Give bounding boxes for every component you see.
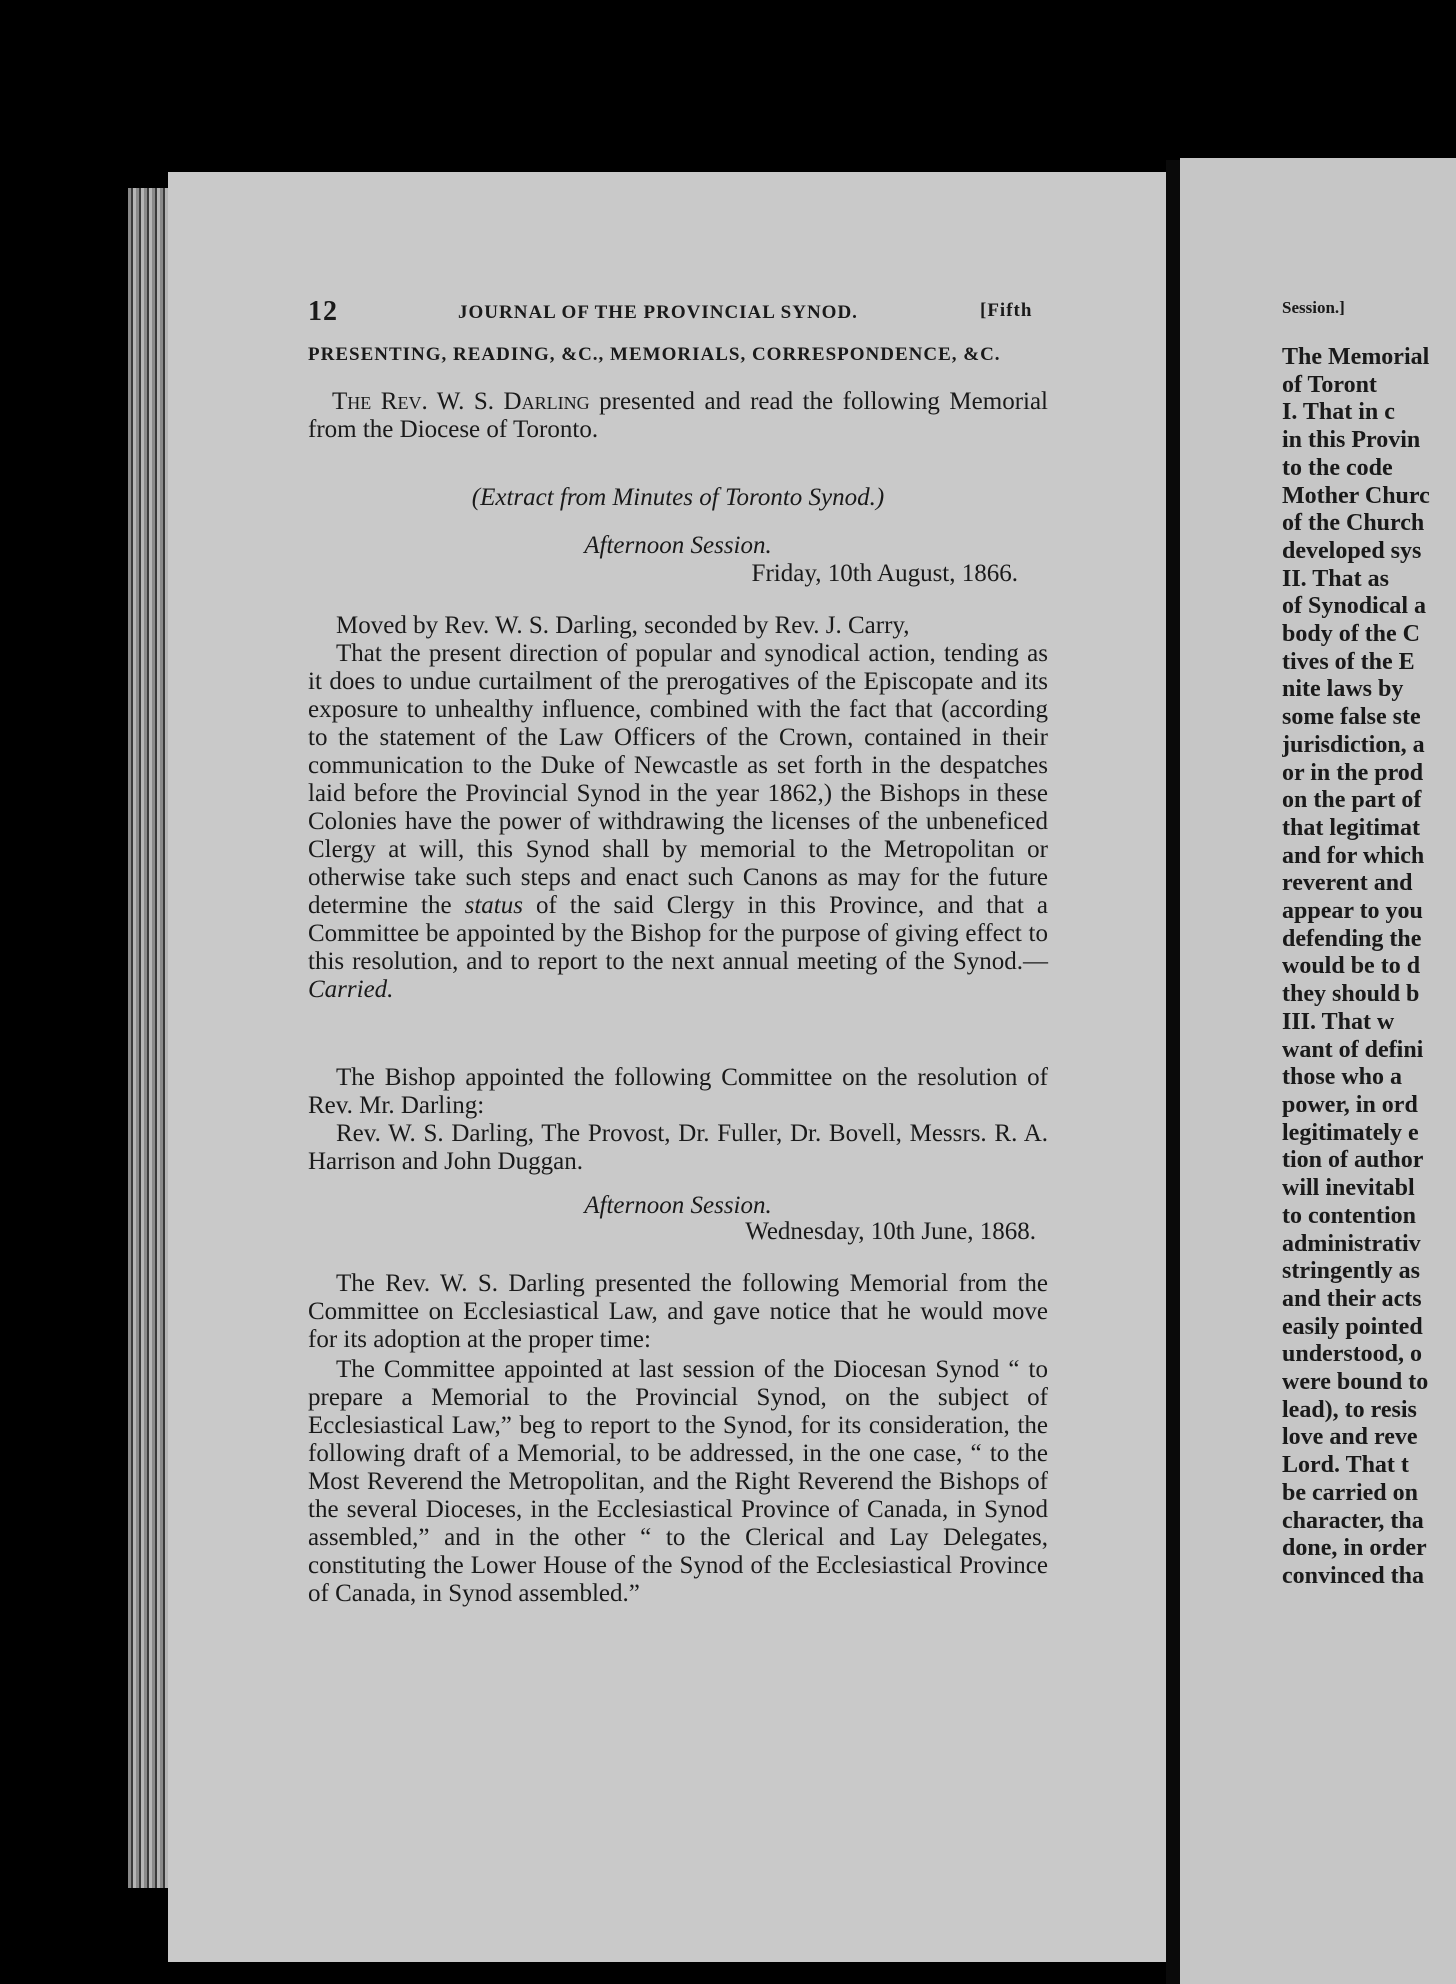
right-page-line: II. That as <box>1282 565 1389 592</box>
right-page-line: lead), to resis <box>1282 1396 1417 1423</box>
book-gutter <box>1166 160 1180 1984</box>
right-page-line: would be to d <box>1282 953 1421 980</box>
right-page-line: legitimately e <box>1282 1119 1419 1146</box>
resolution-text: That the present direction of popular and synodical action, tending as it does to undue curtailment of the prerogatives of the Episcopate and its exposure to unhealthy influence, combined with the fact that (according to the statement of the Law Officers of the Crown, contained in their communication to the Duke of Newcastle as set forth in the despatches laid before the Provincial Synod in the year 1862,) the Bishops in these Colonies have the power of withdrawing the licenses of the unbeneficed Clergy at will, this Synod shall by memorial to the Metropolitan or otherwise take such steps and enact such Canons as may for the future determine the <box>308 640 1048 919</box>
right-page-line: character, tha <box>1282 1507 1424 1534</box>
running-title: JOURNAL OF THE PROVINCIAL SYNOD. <box>458 302 858 323</box>
resolution-carried: Carried. <box>308 976 394 1003</box>
right-page-line: on the part of <box>1282 787 1422 814</box>
right-page-line: convinced tha <box>1282 1562 1425 1589</box>
right-page-line: jurisdiction, a <box>1282 731 1425 758</box>
right-page-line: and their acts <box>1282 1285 1422 1312</box>
right-page-line: and for which <box>1282 842 1425 869</box>
right-page-line: stringently as <box>1282 1258 1420 1285</box>
right-page-line: power, in ord <box>1282 1091 1418 1118</box>
right-running-title: Session.] <box>1282 298 1345 317</box>
right-page-line: be carried on <box>1282 1479 1418 1506</box>
right-page-line: easily pointed <box>1282 1313 1423 1340</box>
right-page-line: Lord. That t <box>1282 1452 1409 1479</box>
right-page-line: developed sys <box>1282 537 1422 564</box>
intro-rest: presented and read the following Memorial from the Diocese of Toronto. <box>308 388 1049 443</box>
resolution-status: status <box>464 892 523 919</box>
presented-paragraph: The Rev. W. S. Darling presented the following Memorial from the Committee on Ecclesiastical Law, and gave notice that he would move for its adoption at the proper time: <box>308 1270 1048 1353</box>
right-page-line: will inevitabl <box>1282 1175 1415 1202</box>
right-page-line: that legitimat <box>1282 814 1420 841</box>
session1-date: Friday, 10th August, 1866. <box>751 560 1018 587</box>
right-page-line: Mother Churc <box>1282 482 1430 509</box>
right-page-line: of Synodical a <box>1282 593 1427 620</box>
right-page-line: of Toront <box>1282 371 1377 398</box>
right-page-line: nite laws by <box>1282 676 1404 703</box>
right-page-line: body of the C <box>1282 621 1421 648</box>
intro-paragraph <box>308 388 1048 444</box>
resolution-text-continued: of the said Clergy in this Province, and that a Committee be appointed by the Bishop for the purpose of giving effect to this resolution, and to report to the next annual meeting of the Synod.— <box>308 892 1049 975</box>
right-page-line: I. That in c <box>1282 399 1395 426</box>
resolution-paragraph <box>308 640 1048 1060</box>
committee-members: Rev. W. S. Darling, The Provost, Dr. Fuller, Dr. Bovell, Messrs. R. A. Harrison and John Duggan. <box>308 1120 1048 1175</box>
right-page-line: or in the prod <box>1282 759 1424 786</box>
right-page-line: of the Church <box>1282 510 1425 537</box>
running-header <box>308 296 1068 330</box>
right-page-line: those who a <box>1282 1064 1403 1091</box>
session1-title: Afternoon Session. <box>584 532 772 559</box>
right-page-line: appear to you <box>1282 898 1423 925</box>
right-page-line: The Memorial <box>1282 344 1430 370</box>
right-page-line: to the code <box>1282 454 1393 481</box>
right-page-line: reverent and <box>1282 870 1413 897</box>
page-number: 12 <box>308 296 338 327</box>
running-title-right: [Fifth <box>980 300 1033 321</box>
right-page-line: love and reve <box>1282 1424 1418 1451</box>
right-page-line: to contention <box>1282 1202 1416 1229</box>
right-page-line: want of defini <box>1282 1036 1424 1063</box>
right-page-line: III. That w <box>1282 1008 1395 1035</box>
right-page-line: tion of author <box>1282 1147 1424 1174</box>
right-page-line: understood, o <box>1282 1341 1423 1368</box>
right-page-line: done, in order <box>1282 1535 1427 1562</box>
intro-name: The Rev. W. S. Darling <box>332 388 590 415</box>
right-page-line: tives of the E <box>1282 648 1415 675</box>
right-page-line: were bound to <box>1282 1369 1429 1396</box>
right-page-line: in this Provin <box>1282 427 1421 454</box>
section-heading: PRESENTING, READING, &C., MEMORIALS, CORRESPONDENCE, &C. <box>308 344 1001 365</box>
right-page-line: defending the <box>1282 925 1422 952</box>
committee-intro: The Bishop appointed the following Committee on the resolution of Rev. Mr. Darling: <box>308 1064 1048 1119</box>
right-page-line: administrativ <box>1282 1230 1421 1257</box>
extract-label: (Extract from Minutes of Toronto Synod.) <box>471 484 885 511</box>
committee-paragraph: The Committee appointed at last session of the Diocesan Synod “ to prepare a Memorial to the Provincial Synod, on the subject of Ecclesiastical Law,” beg to report to the Synod, for its consideration, the following draft of a Memorial, to be addressed, in the one case, “ to the Most Reverend the Metropolitan, and the Right Reverend the Bishops of the several Dioceses, in the Ecclesiastical Province of Canada, in Synod assembled,” and in the other “ to the Clerical and Lay Delegates, constituting the Lower House of the Synod of the Ecclesiastical Province of Canada, in Synod assembled.” <box>308 1356 1048 1607</box>
right-page-line: they should b <box>1282 981 1420 1008</box>
session2-date: Wednesday, 10th June, 1868. <box>745 1218 1036 1245</box>
moved-line: Moved by Rev. W. S. Darling, seconded by Rev. J. Carry, <box>336 612 910 639</box>
right-page-text <box>1282 344 1456 1591</box>
session2-title: Afternoon Session. <box>584 1192 772 1219</box>
right-page-line: some false ste <box>1282 704 1421 731</box>
